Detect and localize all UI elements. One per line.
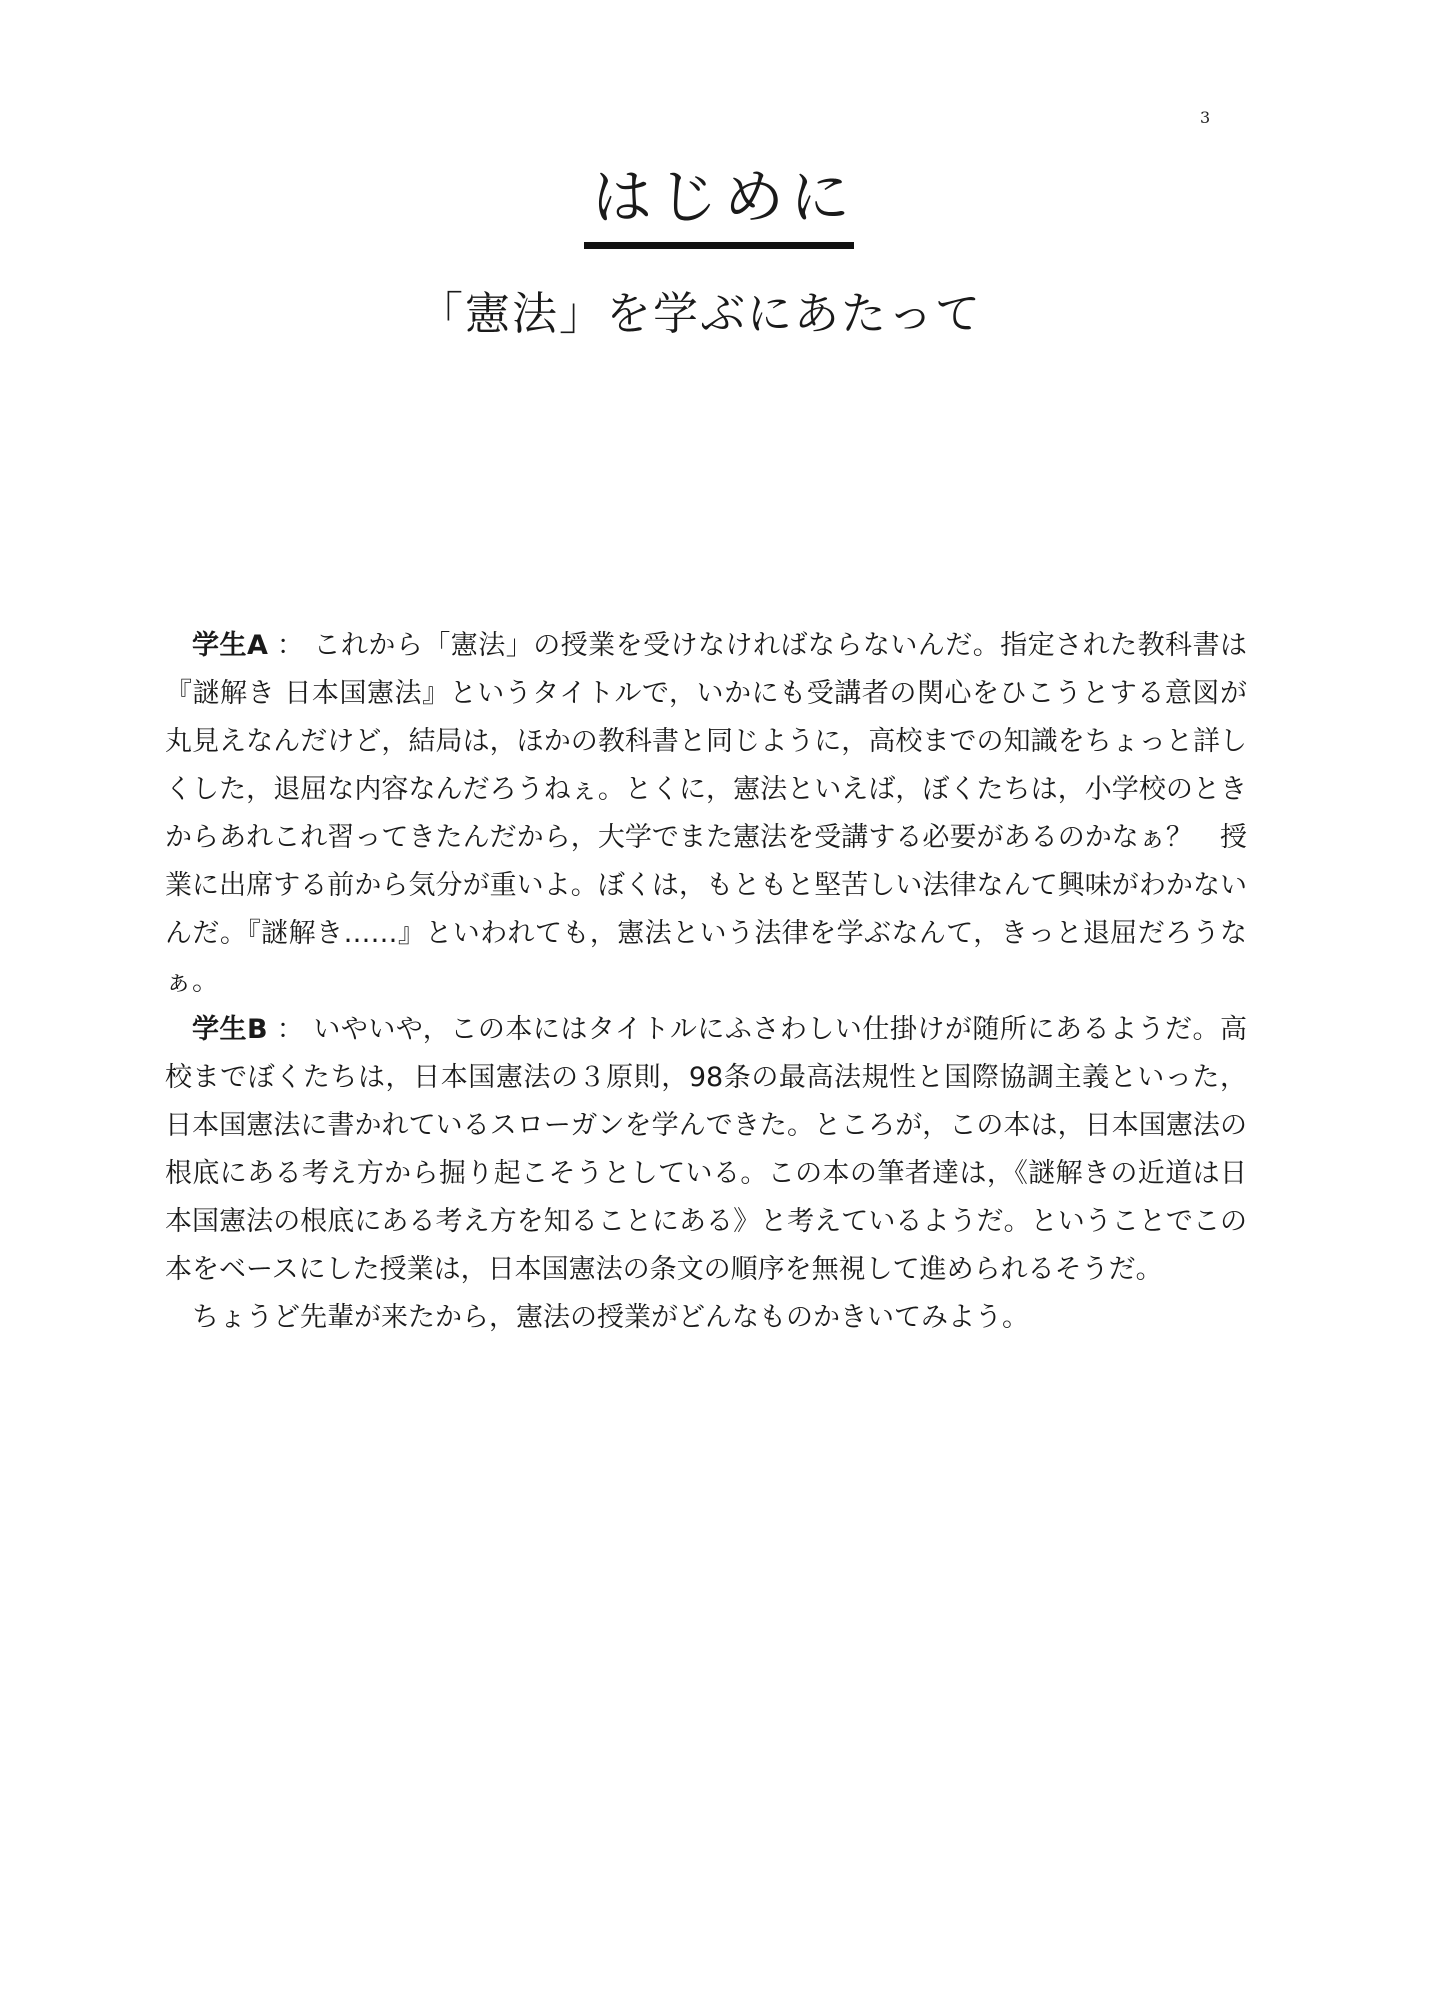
speaker-label: 学生B <box>192 1014 268 1045</box>
dialogue-paragraph-student-b <box>165 1006 1247 1294</box>
dialogue-paragraph-student-a <box>165 622 1247 1006</box>
closing-text: ちょうど先輩が来たから，憲法の授業がどんなものかきいてみよう。 <box>192 1302 1029 1333</box>
speaker-separator: ： <box>276 630 305 661</box>
speaker-label: 学生A <box>192 630 268 661</box>
dialogue-text: いやいや，この本にはタイトルにふさわしい仕掛けが随所にあるようだ。高校までぼくたちは，日本国憲法の３原則，98条の最高法規性と国際協調主義といった，日本国憲法に書かれているスローガンを学んできた。ところが，この本は，日本国憲法の根底にある考え方から掘り起こそうとしている。この本の筆者達は，《謎解きの近道は日本国憲法の根底にある考え方を知ることにある》と考えているようだ。ということでこの本をベースにした授業は，日本国憲法の条文の順序を無視して進められるそうだ。 <box>165 1014 1247 1285</box>
page-number: 3 <box>1200 108 1211 127</box>
speaker-separator: ： <box>276 1014 305 1045</box>
dialogue-body <box>165 622 1247 1342</box>
closing-paragraph <box>165 1294 1247 1342</box>
dialogue-text: これから「憲法」の授業を受けなければならないんだ。指定された教科書は『謎解き 日本国憲法』というタイトルで，いかにも受講者の関心をひこうとする意図が丸見えなんだけど，結局は，ほかの教科書と同じように，高校までの知識をちょっと詳しくした，退屈な内容なんだろうねぇ。とくに，憲法といえば，ぼくたちは，小学校のときからあれこれ習ってきたんだから，大学でまた憲法を受講する必要があるのかなぁ？ 授業に出席する前から気分が重いよ。ぼくは，もともと堅苦しい法律なんて興味がわかないんだ。『謎解き……』といわれても，憲法という法律を学ぶなんて，きっと退屈だろうなぁ。 <box>165 630 1248 997</box>
title-underline <box>584 242 854 249</box>
page-subtitle: 「憲法」を学ぶにあたって <box>417 287 982 340</box>
page-title: はじめに <box>592 163 856 233</box>
